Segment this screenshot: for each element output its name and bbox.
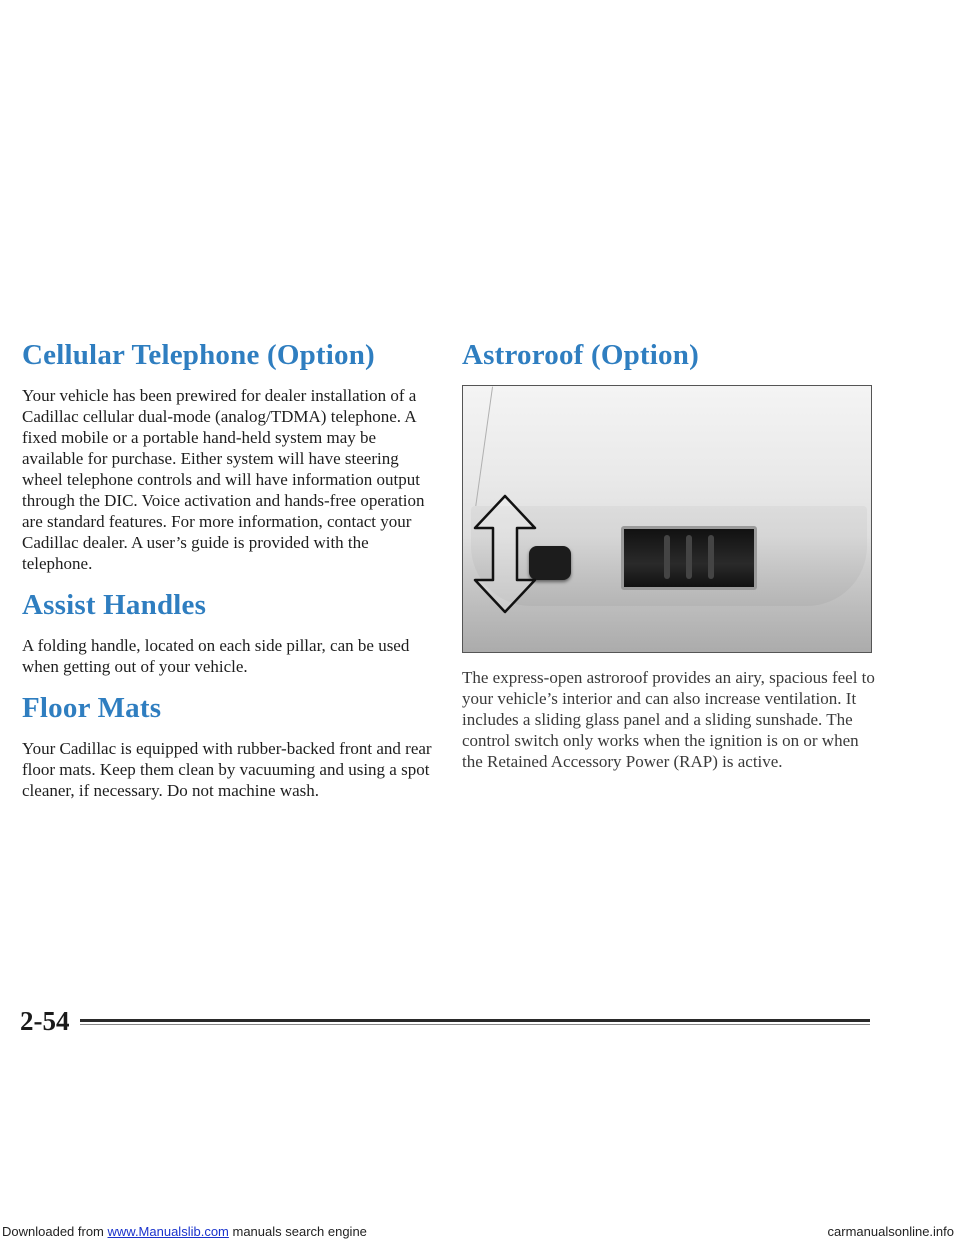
right-column [462,338,882,784]
page-number: 2-54 [20,1006,70,1036]
cellular-telephone-body: Your vehicle has been prewired for dealer installation of a Cadillac cellular dual-mode (analog/TDMA) telephone. A fixed mobile or a portable hand-held system may be available for purchase. Either system will have steering wheel telephone controls and will have information output through the DIC. Voice activation and hands-free operation are standard features. For more information, contact your Cadillac dealer. A user’s guide is provided with the telephone. [22,386,425,573]
assist-handles-heading: Assist Handles [22,589,207,621]
download-banner [0,1222,960,1242]
watermark-text: carmanualsonline.info [827,1224,954,1239]
footer-rule-thin [80,1024,870,1025]
manualslib-link[interactable]: www.Manualslib.com [107,1224,229,1239]
floor-mats-heading: Floor Mats [22,692,162,724]
overhead-lamp [621,526,757,590]
floor-mats-body: Your Cadillac is equipped with rubber-backed front and rear floor mats. Keep them clean by vacuuming and using a spot cleaner, if necessary. Do not machine wash. [22,739,432,800]
footer-rule [80,1019,870,1022]
cellular-telephone-heading: Cellular Telephone (Option) [22,339,375,371]
astroroof-heading: Astroroof (Option) [462,339,699,371]
double-arrow-icon [473,494,537,614]
astroroof-switch-photo [462,385,872,653]
assist-handles-body: A folding handle, located on each side pillar, can be used when getting out of your vehicle. [22,636,410,676]
banner-suffix: manuals search engine [228,1224,367,1239]
left-column [22,338,440,813]
astroroof-body: The express-open astroroof provides an airy, spacious feel to your vehicle’s interior and can also increase ventilation. It includes a sliding glass panel and a sliding sunshade. The control switch only works when the ignition is on or when the Retained Accessory Power (RAP) is active. [462,668,875,771]
banner-prefix: Downloaded from [2,1224,108,1239]
